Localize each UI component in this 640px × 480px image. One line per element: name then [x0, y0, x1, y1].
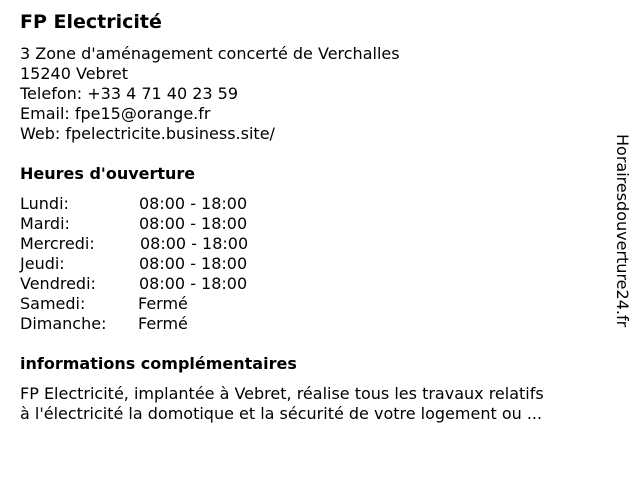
additional-info-heading: informations complémentaires	[20, 354, 297, 373]
phone-number[interactable]: Telefon: +33 4 71 40 23 59	[20, 84, 239, 103]
time-value: 08:00 - 18:00	[140, 234, 249, 253]
time-value: 08:00 - 18:00	[139, 274, 248, 293]
hours-row-sunday	[20, 314, 320, 334]
opening-hours-table	[20, 194, 320, 334]
time-value: Fermé	[138, 294, 188, 313]
hours-row-wednesday	[20, 234, 320, 254]
site-watermark: Horairesdouverture24.fr	[613, 134, 632, 328]
hours-row-thursday	[20, 254, 320, 274]
address-city: 15240 Vebret	[20, 64, 129, 83]
info-line: à l'électricité la domotique et la sécurité de votre logement ou ...	[20, 404, 543, 423]
hours-row-tuesday	[20, 214, 320, 234]
website-link[interactable]: Web: fpelectricite.business.site/	[20, 124, 275, 143]
time-value: 08:00 - 18:00	[139, 194, 248, 213]
contact-block	[20, 44, 400, 144]
hours-row-saturday	[20, 294, 320, 314]
day-label: Jeudi:	[20, 254, 65, 273]
day-label: Lundi:	[20, 194, 69, 213]
day-label: Samedi:	[20, 294, 86, 313]
hours-row-monday	[20, 194, 320, 214]
time-value: 08:00 - 18:00	[139, 254, 248, 273]
time-value: Fermé	[138, 314, 188, 333]
hours-row-friday	[20, 274, 320, 294]
opening-hours-heading: Heures d'ouverture	[20, 164, 196, 183]
time-value: 08:00 - 18:00	[139, 214, 248, 233]
email-address[interactable]: Email: fpe15@orange.fr	[20, 104, 211, 123]
additional-info-text	[20, 384, 610, 424]
day-label: Dimanche:	[20, 314, 107, 333]
business-name: FP Electricité	[20, 11, 162, 33]
info-line: FP Electricité, implantée à Vebret, réalise tous les travaux relatifs	[20, 384, 544, 403]
day-label: Vendredi:	[20, 274, 96, 293]
day-label: Mardi:	[20, 214, 70, 233]
day-label: Mercredi:	[20, 234, 95, 253]
address-street: 3 Zone d'aménagement concerté de Verchalles	[20, 44, 400, 63]
